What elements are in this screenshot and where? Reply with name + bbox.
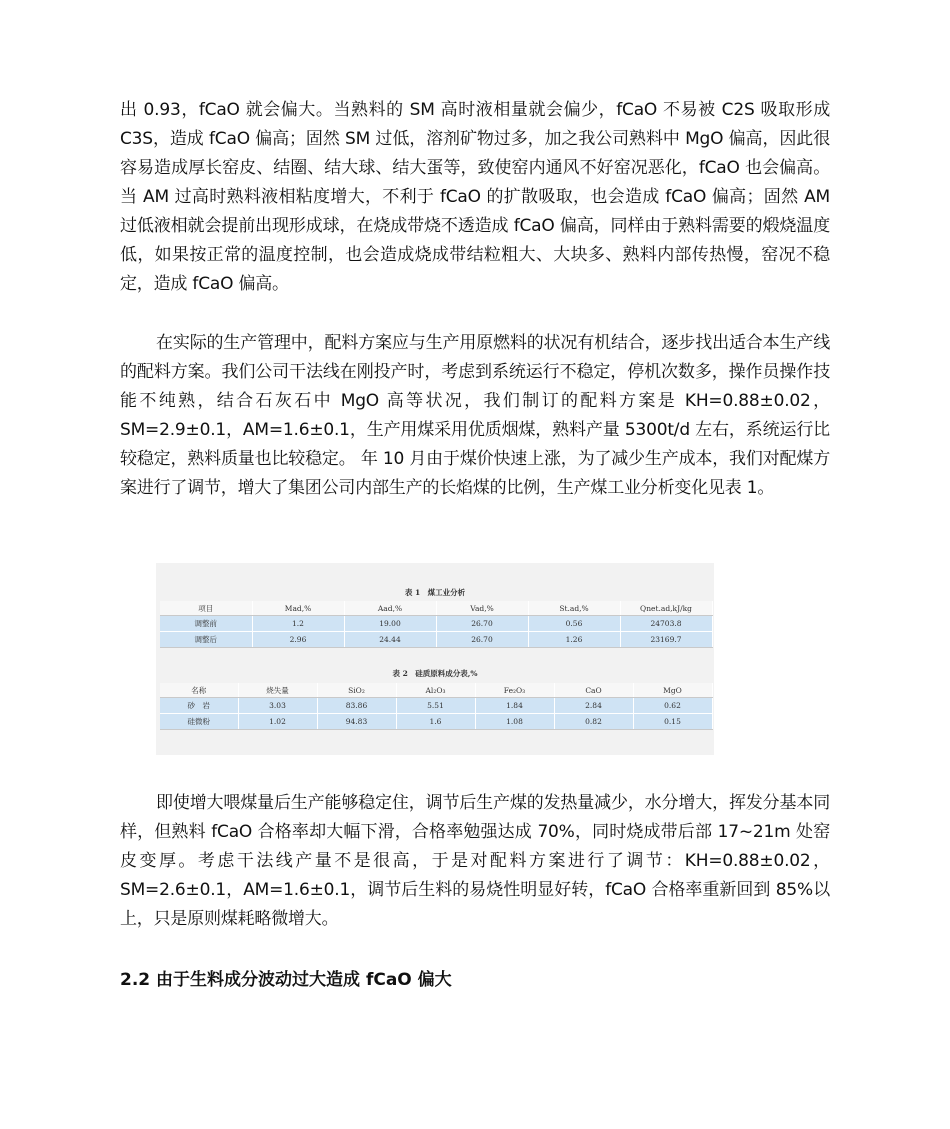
table-header-cell: 项目	[160, 601, 252, 616]
section-heading: 2.2 由于生料成分波动过大造成 fCaO 偏大	[120, 970, 452, 990]
table-header-row	[160, 683, 712, 698]
tables-figure	[156, 563, 714, 755]
table-cell: 24.44	[344, 632, 436, 648]
table-cell: 24703.8	[620, 616, 712, 632]
table-header-cell: 名称	[160, 683, 238, 698]
table-cell: 1.84	[475, 698, 554, 714]
table-row	[160, 616, 712, 632]
table-cell: 83.86	[317, 698, 396, 714]
table1-title: 表 1 煤工业分析	[404, 588, 466, 597]
table-cell: 0.56	[528, 616, 620, 632]
table-cell: 硅微粉	[160, 714, 238, 730]
table-cell: 94.83	[317, 714, 396, 730]
table-cell: 调整后	[160, 632, 252, 648]
table-header-cell: St.ad,%	[528, 601, 620, 616]
table-header-cell: Aad,%	[344, 601, 436, 616]
table-cell: 26.70	[436, 616, 528, 632]
table-header-cell: Al₂O₃	[396, 683, 475, 698]
table-row	[160, 714, 712, 730]
table-cell: 26.70	[436, 632, 528, 648]
table-cell: 0.15	[633, 714, 712, 730]
table-cell: 调整前	[160, 616, 252, 632]
table-cell: 2.84	[554, 698, 633, 714]
table-cell: 0.82	[554, 714, 633, 730]
table-header-cell: 烧失量	[238, 683, 317, 698]
paragraph-3: 即使增大喂煤量后生产能够稳定住，调节后生产煤的发热量减少，水分增大，挥发分基本同样，但熟料 fCaO 合格率却大幅下滑，合格率勉强达成 70%，同时烧成带后部 17~21m 处窑皮变厚。考虑干法线产量不是很高，于是对配料方案进行了调节：KH=0.88±0.02，SM=2.6±0.1，AM=1.6±0.1，调节后生料的易烧性明显好转，fCaO 合格率重新回到 85%以上，只是原则煤耗略微增大。	[120, 793, 830, 929]
table-header-cell: CaO	[554, 683, 633, 698]
table-cell: 3.03	[238, 698, 317, 714]
table-row	[160, 632, 712, 648]
coal-analysis-table	[160, 601, 713, 648]
table-cell: 1.6	[396, 714, 475, 730]
table-header-row	[160, 601, 712, 616]
table-cell: 5.51	[396, 698, 475, 714]
table-cell: 19.00	[344, 616, 436, 632]
table-cell: 1.08	[475, 714, 554, 730]
table-cell: 1.02	[238, 714, 317, 730]
table-header-cell: SiO₂	[317, 683, 396, 698]
table2-title: 表 2 硅质原料成分表,%	[392, 669, 478, 678]
paragraph-2: 在实际的生产管理中，配料方案应与生产用原燃料的状况有机结合，逐步找出适合本生产线的配料方案。我们公司干法线在刚投产时，考虑到系统运行不稳定，停机次数多，操作员操作技能不纯熟，结合石灰石中 MgO 高等状况，我们制订的配料方案是 KH=0.88±0.02，SM=2.9±0.1，AM=1.6±0.1，生产用煤采用优质烟煤，熟料产量 5300t/d 左右，系统运行比较稳定，熟料质量也比较稳定。 年 10 月由于煤价快速上涨，为了减少生产成本，我们对配煤方案进行了调节，增大了集团公司内部生产的长焰煤的比例，生产煤工业分析变化见表 1。	[120, 333, 830, 498]
table-row	[160, 698, 712, 714]
table-header-cell: Mad,%	[252, 601, 344, 616]
table-header-cell: Vad,%	[436, 601, 528, 616]
table-cell: 23169.7	[620, 632, 712, 648]
siliceous-material-table	[160, 683, 713, 730]
table-cell: 砂 岩	[160, 698, 238, 714]
table-header-cell: Fe₂O₃	[475, 683, 554, 698]
table-cell: 0.62	[633, 698, 712, 714]
table-cell: 1.26	[528, 632, 620, 648]
table-cell: 2.96	[252, 632, 344, 648]
paragraph-1: 出 0.93，fCaO 就会偏大。当熟料的 SM 高时液相量就会偏少，fCaO 不易被 C2S 吸取形成 C3S，造成 fCaO 偏高；固然 SM 过低，溶剂矿物过多，加之我公司熟料中 MgO 偏高，因此很容易造成厚长窑皮、结圈、结大球、结大蛋等，致使窑内通风不好窑况恶化，fCaO 也会偏高。当 AM 过高时熟料液相粘度增大，不利于 fCaO 的扩散吸取，也会造成 fCaO 偏高；固然 AM 过低液相就会提前出现形成球，在烧成带烧不透造成 fCaO 偏高，同样由于熟料需要的煅烧温度低，如果按正常的温度控制，也会造成烧成带结粒粗大、大块多、熟料内部传热慢，窑况不稳定，造成 fCaO 偏高。	[120, 100, 830, 294]
table-header-cell: Qnet.ad,kJ/kg	[620, 601, 712, 616]
table-cell: 1.2	[252, 616, 344, 632]
table-header-cell: MgO	[633, 683, 712, 698]
